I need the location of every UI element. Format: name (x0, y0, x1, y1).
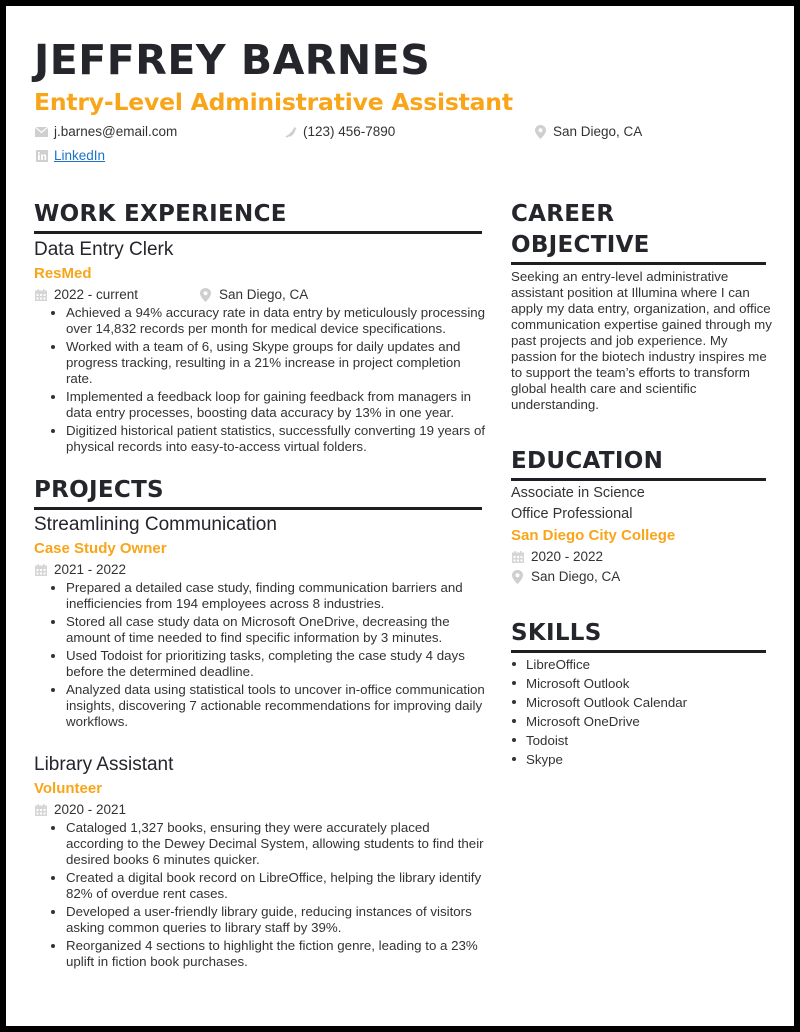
bullet-item: Developed a user-friendly library guide, reducing instances of visitors asking common queries to library staff by 39%. (34, 904, 490, 936)
calendar-icon (34, 289, 47, 302)
map-pin-icon (511, 571, 524, 584)
bullet-item: Implemented a feedback loop for gaining feedback from managers in data entry processes, boosting data accuracy by 13% in one year. (34, 389, 490, 421)
bullet-item: Worked with a team of 6, using Skype groups for daily updates and progress tracking, resulting in a 21% increase in project completion rate. (34, 339, 490, 387)
project-bullets (34, 580, 490, 730)
section-title-career-objective-line2: OBJECTIVE (511, 232, 650, 258)
education-field: Office Professional (511, 506, 633, 522)
bullet-item: Stored all case study data on Microsoft OneDrive, decreasing the amount of time needed to find specific information by 3 minutes. (34, 614, 490, 646)
calendar-icon (34, 804, 47, 817)
education-dates-row (511, 547, 773, 567)
job-bullets (34, 305, 490, 455)
bullet-item: Created a digital book record on LibreOffice, helping the library identify 82% of overdue rent cases. (34, 870, 490, 902)
map-pin-icon (534, 126, 547, 139)
skill-item: Todoist (511, 731, 773, 750)
skill-item: Microsoft Outlook Calendar (511, 693, 773, 712)
project-bullets (34, 820, 490, 970)
bullet-item: Reorganized 4 sections to highlight the fiction genre, leading to a 23% uplift in fiction book purchases. (34, 938, 490, 970)
education-dates: 2020 - 2022 (531, 549, 604, 564)
section-title-skills: SKILLS (511, 620, 602, 646)
bullet-item: Analyzed data using statistical tools to uncover in-office communication insights, discovering 7 actionable recommendations for improving daily workflows. (34, 682, 490, 730)
project-name: Library Assistant (34, 754, 174, 775)
project-role: Case Study Owner (34, 540, 167, 557)
education-location: San Diego, CA (531, 569, 621, 584)
bullet-item: Prepared a detailed case study, finding communication barriers and inefficiencies from 194 employees across 8 industries. (34, 580, 490, 612)
section-title-work-experience: WORK EXPERIENCE (34, 201, 287, 227)
career-objective-text: Seeking an entry-level administrative assistant position at Illumina where I can apply my data entry, organization, and office communication expertise gained through my past projects and job experience. My passion for the biotech industry inspires me to support the team’s efforts to transform global health care and scientific understanding. (511, 269, 772, 412)
contact-phone[interactable] (284, 123, 395, 141)
job-role: Data Entry Clerk (34, 239, 174, 260)
section-title-education: EDUCATION (511, 448, 664, 474)
map-pin-icon (199, 289, 212, 302)
contact-location (534, 123, 642, 141)
skill-item: Microsoft Outlook (511, 674, 773, 693)
linkedin-icon (35, 150, 48, 163)
contact-email[interactable] (35, 123, 177, 141)
skill-item: LibreOffice (511, 655, 773, 674)
contact-linkedin[interactable] (35, 147, 105, 165)
skill-item: Skype (511, 750, 773, 769)
project-entry (34, 753, 490, 972)
skills-list (511, 655, 773, 769)
calendar-icon (34, 564, 47, 577)
bullet-item: Used Todoist for prioritizing tasks, completing the case study 4 days before the determined deadline. (34, 648, 490, 680)
skill-item: Microsoft OneDrive (511, 712, 773, 731)
project-meta (34, 801, 490, 819)
job-location: San Diego, CA (219, 287, 309, 302)
project-entry (34, 513, 490, 732)
calendar-icon (511, 551, 524, 564)
project-meta (34, 561, 490, 579)
phone-text: (123) 456-7890 (303, 124, 396, 139)
section-divider (34, 231, 482, 234)
envelope-icon (35, 126, 48, 139)
job-company: ResMed (34, 265, 92, 282)
bullet-item: Digitized historical patient statistics, successfully converting 19 years of physical records into easy-to-access virtual folders. (34, 423, 490, 455)
phone-icon (284, 126, 297, 139)
job-entry (34, 238, 490, 457)
project-role: Volunteer (34, 780, 103, 797)
education-entry (511, 483, 773, 587)
section-divider (34, 507, 482, 510)
project-name: Streamlining Communication (34, 514, 277, 535)
education-school: San Diego City College (511, 527, 676, 544)
bullet-item: Achieved a 94% accuracy rate in data entry by meticulously processing over 14,832 records per month for medical device specifications. (34, 305, 490, 337)
section-divider (511, 650, 766, 653)
job-meta (34, 286, 490, 304)
education-location-row (511, 567, 773, 587)
education-degree: Associate in Science (511, 485, 645, 501)
bullet-item: Cataloged 1,327 books, ensuring they were accurately placed according to the Dewey Decimal System, allowing students to find their desired books 6 minutes quicker. (34, 820, 490, 868)
candidate-headline: Entry-Level Administrative Assistant (34, 88, 513, 116)
job-dates: 2022 - current (54, 287, 139, 302)
section-divider (511, 478, 766, 481)
section-title-career-objective: CAREER (511, 201, 615, 227)
location-text: San Diego, CA (553, 124, 643, 139)
resume-page (6, 6, 794, 1026)
candidate-name: JEFFREY BARNES (34, 36, 431, 84)
project-dates: 2021 - 2022 (54, 562, 127, 577)
project-dates: 2020 - 2021 (54, 802, 127, 817)
linkedin-link[interactable]: LinkedIn (54, 148, 106, 163)
email-text: j.barnes@email.com (54, 124, 178, 139)
section-divider (511, 262, 766, 265)
section-title-projects: PROJECTS (34, 477, 164, 503)
